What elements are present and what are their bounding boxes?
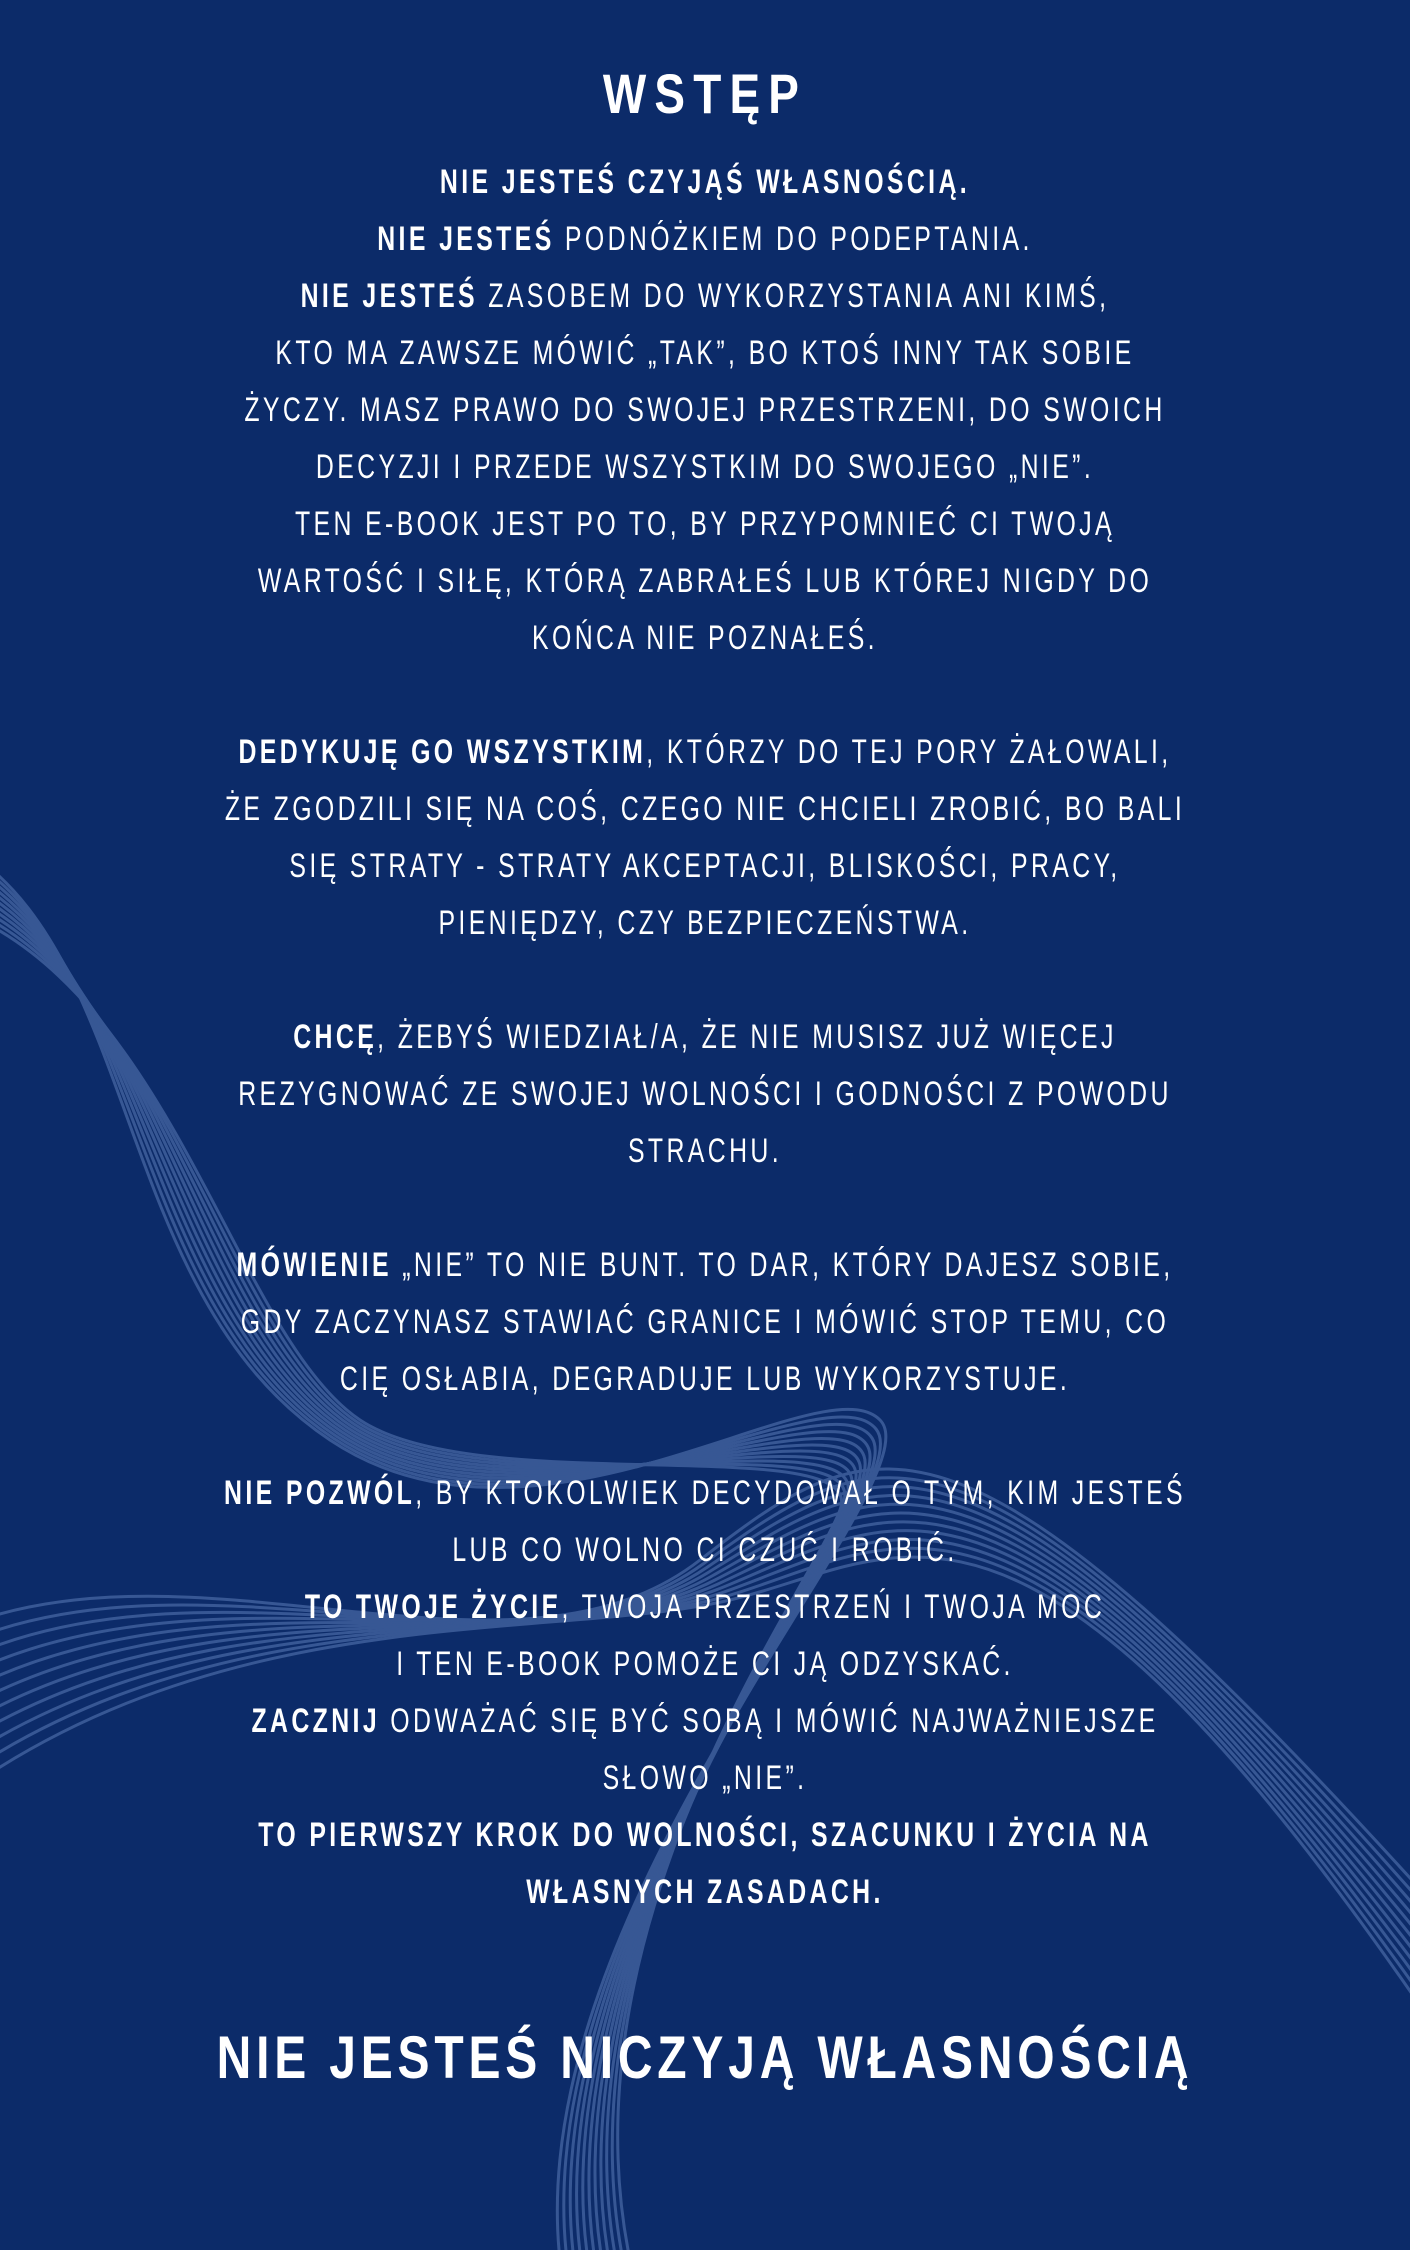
- text-line: TEN E-BOOK JEST PO TO, BY PRZYPOMNIEĆ CI TWOJĄ: [294, 505, 1116, 543]
- text-line: SŁOWO „NIE”.: [602, 1759, 808, 1797]
- bold-text: TO TWOJE ŻYCIE: [304, 1588, 562, 1626]
- bold-text: NIE POZWÓL: [224, 1474, 416, 1512]
- text-line: KTO MA ZAWSZE MÓWIĆ „TAK”, BO KTOŚ INNY TAK SOBIE: [275, 334, 1135, 372]
- bold-text: NIE JESTEŚ CZYJĄŚ WŁASNOŚCIĄ.: [439, 163, 971, 201]
- text-line: ŻE ZGODZILI SIĘ NA COŚ, CZEGO NIE CHCIELI ZROBIĆ, BO BALI: [224, 790, 1186, 828]
- text-line: PODNÓŻKIEM DO PODEPTANIA.: [554, 220, 1033, 258]
- text-line: GDY ZACZYNASZ STAWIAĆ GRANICE I MÓWIĆ STOP TEMU, CO: [240, 1303, 1170, 1341]
- paragraph-dedication: [129, 724, 1281, 952]
- bold-text: ZACZNIJ: [251, 1702, 381, 1740]
- text-line: KOŃCA NIE POZNAŁEŚ.: [532, 619, 878, 657]
- text-line: SIĘ STRATY - STRATY AKCEPTACJI, BLISKOŚCI, PRACY,: [289, 847, 1121, 885]
- text-line: CIĘ OSŁABIA, DEGRADUJE LUB WYKORZYSTUJE.: [339, 1360, 1071, 1398]
- paragraph-closing: [129, 1465, 1281, 1921]
- closing-heading: NIE JESTEŚ NICZYJĄ WŁASNOŚCIĄ: [216, 2024, 1194, 2091]
- page-title: WSTĘP: [602, 62, 808, 125]
- bold-text: TO PIERWSZY KROK DO WOLNOŚCI, SZACUNKU I ŻYCIA NA: [258, 1816, 1152, 1854]
- text-line: , KTÓRZY DO TEJ PORY ŻAŁOWALI,: [646, 733, 1172, 771]
- bold-text: WŁASNYCH ZASADACH.: [526, 1873, 884, 1911]
- paragraph-saying-no: [129, 1237, 1281, 1408]
- bold-text: CHCĘ: [293, 1018, 378, 1056]
- text-line: „NIE” TO NIE BUNT. TO DAR, KTÓRY DAJESZ SOBIE,: [391, 1246, 1174, 1284]
- text-line: REZYGNOWAĆ ZE SWOJEJ WOLNOŚCI I GODNOŚCI Z POWODU: [238, 1075, 1172, 1113]
- text-line: , TWOJA PRZESTRZEŃ I TWOJA MOC: [561, 1588, 1106, 1626]
- text-line: STRACHU.: [627, 1132, 783, 1170]
- bold-text: DEDYKUJĘ GO WSZYSTKIM: [238, 733, 647, 771]
- text-line: , ŻEBYŚ WIEDZIAŁ/A, ŻE NIE MUSISZ JUŻ WIĘCEJ: [377, 1018, 1117, 1056]
- text-line: , BY KTOKOLWIEK DECYDOWAŁ O TYM, KIM JESTEŚ: [415, 1474, 1186, 1512]
- bold-text: MÓWIENIE: [236, 1246, 392, 1284]
- text-line: PIENIĘDZY, CZY BEZPIECZEŃSTWA.: [438, 904, 972, 942]
- bold-text: NIE JESTEŚ: [377, 220, 555, 258]
- text-line: I TEN E-BOOK POMOŻE CI JĄ ODZYSKAĆ.: [396, 1645, 1014, 1683]
- text-line: ŻYCZY. MASZ PRAWO DO SWOJEJ PRZESTRZENI, DO SWOICH: [244, 391, 1166, 429]
- text-line: LUB CO WOLNO CI CZUĆ I ROBIĆ.: [452, 1531, 958, 1569]
- paragraph-intro: [129, 154, 1281, 667]
- paragraph-want: [129, 1009, 1281, 1180]
- bold-text: NIE JESTEŚ: [300, 277, 478, 315]
- text-line: ZASOBEM DO WYKORZYSTANIA ANI KIMŚ,: [477, 277, 1110, 315]
- text-line: WARTOŚĆ I SIŁĘ, KTÓRĄ ZABRAŁEŚ LUB KTÓREJ NIGDY DO: [257, 562, 1153, 600]
- text-line: DECYZJI I PRZEDE WSZYSTKIM DO SWOJEGO „NIE”.: [315, 448, 1095, 486]
- body-text: [0, 154, 1410, 1921]
- text-line: ODWAŻAĆ SIĘ BYĆ SOBĄ I MÓWIĆ NAJWAŻNIEJSZE: [380, 1702, 1159, 1740]
